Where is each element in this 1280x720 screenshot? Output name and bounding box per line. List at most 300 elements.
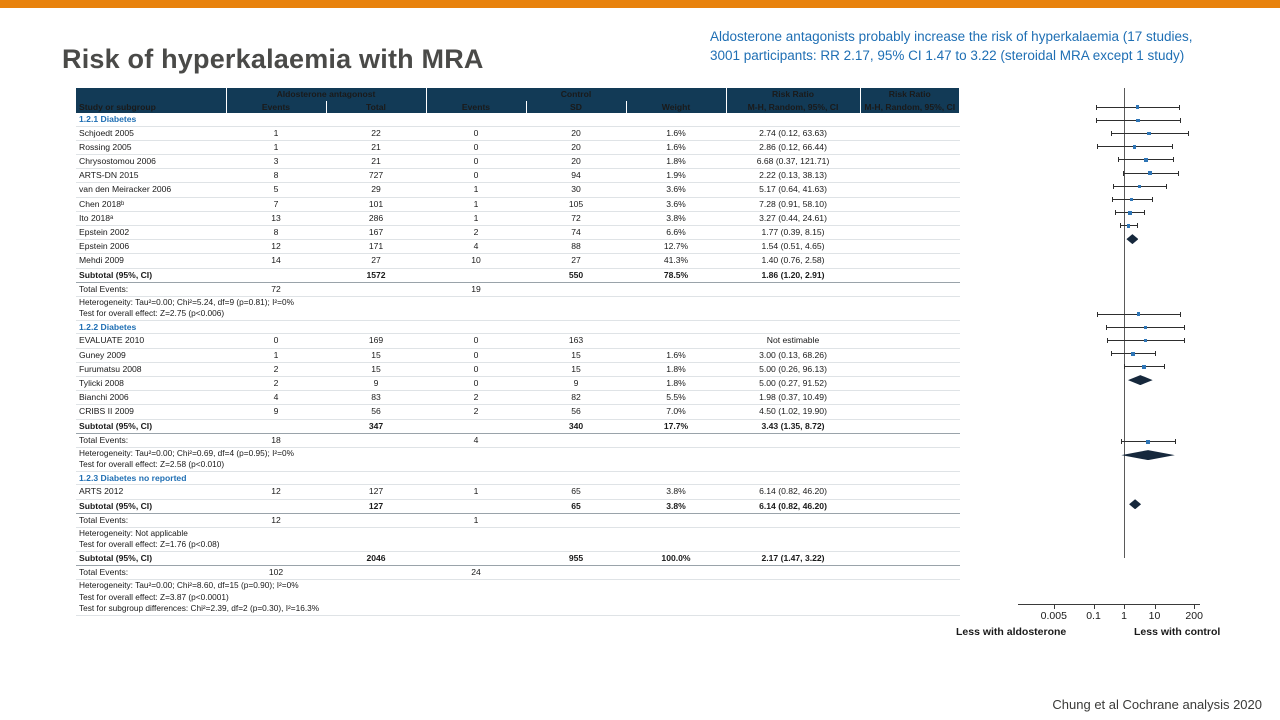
- ci-cap-upper: [1178, 171, 1179, 176]
- cell-events-control: 0: [426, 348, 526, 362]
- cell-graph-spacer: [860, 240, 959, 254]
- cell-events-treatment: 0: [226, 334, 326, 348]
- cell-events-control: [426, 268, 526, 282]
- scale-tick: [1054, 604, 1055, 609]
- graph-study-marker: [960, 153, 1210, 166]
- table-row: [76, 211, 960, 225]
- scale-tick: [1124, 604, 1125, 609]
- cell-events-treatment: 14: [226, 254, 326, 268]
- cell-study: Mehdi 2009: [76, 254, 226, 268]
- total-events-row: [76, 433, 960, 447]
- cell-risk-ratio: 2.17 (1.47, 3.22): [726, 551, 860, 565]
- statistics-row: [76, 308, 960, 320]
- graph-study-marker: [960, 193, 1210, 206]
- cell-total-treatment: 29: [326, 183, 426, 197]
- total-events-row: [76, 282, 960, 296]
- cell-study: Rossing 2005: [76, 140, 226, 154]
- statistics-text: Heterogeneity: Tau²=0.00; Chi²=0.69, df=4 (p=0.95); I²=0%: [79, 448, 295, 459]
- col-events-treatment: Events: [226, 101, 326, 113]
- cell-risk-ratio: 4.50 (1.02, 19.90): [726, 405, 860, 419]
- cell-graph-spacer: [860, 419, 959, 433]
- cell-study: Subtotal (95%, CI): [76, 551, 226, 565]
- cell-blank-4: [726, 513, 860, 527]
- table-row: [76, 362, 960, 376]
- ci-cap-upper: [1172, 144, 1173, 149]
- col-study: Study or subgroup: [76, 101, 226, 113]
- table-row: [76, 377, 960, 391]
- col-total-treatment: Total: [326, 101, 426, 113]
- forest-plot-scale: [956, 598, 1221, 648]
- cell-risk-ratio: 5.00 (0.26, 96.13): [726, 362, 860, 376]
- ci-cap-lower: [1097, 144, 1098, 149]
- cell-blank-2: [526, 566, 626, 580]
- table-group-header-row: [76, 88, 960, 101]
- cell-risk-ratio: 3.00 (0.13, 68.26): [726, 348, 860, 362]
- statistics-row: [76, 603, 960, 615]
- subtotal-row: [76, 551, 960, 565]
- col-sd-control: SD: [526, 101, 626, 113]
- cell-risk-ratio: 6.68 (0.37, 121.71): [726, 155, 860, 169]
- subgroup-heading-row: [76, 471, 960, 485]
- cell-graph-spacer: [860, 268, 959, 282]
- point-estimate-marker: [1146, 440, 1150, 444]
- cell-total-treatment: 2046: [326, 551, 426, 565]
- cell-weight: 7.0%: [626, 405, 726, 419]
- cell-risk-ratio: 6.14 (0.82, 46.20): [726, 499, 860, 513]
- graph-summary-diamond: [960, 233, 1210, 246]
- cell-study: Schjoedt 2005: [76, 126, 226, 140]
- cell-events-control: [426, 419, 526, 433]
- subgroup-heading-label: 1.2.3 Diabetes no reported: [76, 471, 960, 485]
- cell-blank-2: [526, 513, 626, 527]
- cell-sd-control: 74: [526, 226, 626, 240]
- subtotal-row: [76, 499, 960, 513]
- cell-events-control: 0: [426, 377, 526, 391]
- table-row: [76, 254, 960, 268]
- statistics-text: Test for subgroup differences: Chi²=2.39, df=2 (p=0.30), I²=16.3%: [76, 603, 960, 615]
- cell-total-treatment: 83: [326, 391, 426, 405]
- point-estimate-marker: [1133, 145, 1137, 149]
- statistics-row: [76, 580, 960, 592]
- cell-graph-spacer: [860, 169, 959, 183]
- cell-events-treatment: 12: [226, 485, 326, 499]
- ci-cap-lower: [1111, 131, 1112, 136]
- cell-risk-ratio: 1.54 (0.51, 4.65): [726, 240, 860, 254]
- cell-weight: 3.8%: [626, 485, 726, 499]
- group-header-treatment: Aldosterone antagonost: [226, 88, 426, 101]
- cell-events-treatment: 1: [226, 348, 326, 362]
- cell-events-control: 1: [426, 183, 526, 197]
- cell-total-treatment: 171: [326, 240, 426, 254]
- ci-cap-upper: [1184, 325, 1185, 330]
- point-estimate-marker: [1144, 158, 1148, 162]
- cell-events-treatment: 2: [226, 377, 326, 391]
- graph-study-marker: [960, 308, 1210, 321]
- ci-cap-upper: [1164, 364, 1165, 369]
- cell-risk-ratio: 1.98 (0.37, 10.49): [726, 391, 860, 405]
- cell-events-treatment: 12: [226, 240, 326, 254]
- cell-events-treatment: 8: [226, 226, 326, 240]
- graph-study-marker: [960, 347, 1210, 360]
- cell-sd-control: 30: [526, 183, 626, 197]
- ci-cap-upper: [1155, 351, 1156, 356]
- statistics-text: Test for overall effect: Z=2.58 (p<0.010): [76, 459, 960, 471]
- risk-ratio-label-2: Risk Ratio: [888, 89, 931, 99]
- graph-study-marker: [960, 435, 1210, 448]
- cell-risk-ratio: 3.43 (1.35, 8.72): [726, 419, 860, 433]
- cell-events-treatment: 1: [226, 126, 326, 140]
- cell-sd-control: 94: [526, 169, 626, 183]
- cell-total-treatment: 15: [326, 348, 426, 362]
- ci-cap-upper: [1180, 312, 1181, 317]
- cell-blank-3: [626, 566, 726, 580]
- cell-total-events-label: Total Events:: [76, 566, 226, 580]
- cell-study: Ito 2018ᵃ: [76, 211, 226, 225]
- cell-sd-control: 82: [526, 391, 626, 405]
- forest-plot: [76, 88, 1221, 638]
- cell-risk-ratio: 1.86 (1.20, 2.91): [726, 268, 860, 282]
- graph-study-marker: [960, 114, 1210, 127]
- group-header-control: Control: [426, 88, 726, 101]
- cell-total-events-label: Total Events:: [76, 433, 226, 447]
- ci-cap-upper: [1180, 118, 1181, 123]
- point-estimate-marker: [1144, 326, 1148, 330]
- col-model-2: M-H, Random, 95%, CI: [860, 101, 959, 113]
- cell-sd-control: 9: [526, 377, 626, 391]
- col-events-control: Events: [426, 101, 526, 113]
- scale-tick-label: 10: [1148, 610, 1161, 622]
- cell-sd-control: 56: [526, 405, 626, 419]
- ci-cap-lower: [1097, 312, 1098, 317]
- table-row: [76, 197, 960, 211]
- subgroup-heading-row: [76, 320, 960, 334]
- cell-sd-control: 65: [526, 485, 626, 499]
- cell-events-control: 0: [426, 126, 526, 140]
- point-estimate-marker: [1144, 339, 1148, 343]
- cell-study: Epstein 2006: [76, 240, 226, 254]
- cell-graph-spacer: [860, 226, 959, 240]
- cell-graph-spacer: [860, 126, 959, 140]
- cell-risk-ratio: 2.74 (0.12, 63.63): [726, 126, 860, 140]
- cell-blank-5: [860, 433, 959, 447]
- ci-cap-lower: [1096, 118, 1097, 123]
- cell-sd-control: 72: [526, 211, 626, 225]
- cell-events-treatment: 7: [226, 197, 326, 211]
- group-header-risk-ratio-text: [726, 88, 860, 101]
- cell-graph-spacer: [860, 348, 959, 362]
- cell-blank-1: [326, 433, 426, 447]
- cell-study: EVALUATE 2010: [76, 334, 226, 348]
- statistics-text: Heterogeneity: Tau²=0.00; Chi²=5.24, df=9 (p=0.81); I²=0%: [79, 297, 295, 308]
- point-estimate-marker: [1142, 365, 1146, 369]
- graph-summary-diamond: [960, 498, 1210, 511]
- cell-events-treatment: 9: [226, 405, 326, 419]
- cell-total-treatment: 169: [326, 334, 426, 348]
- cell-risk-ratio: 3.27 (0.44, 24.61): [726, 211, 860, 225]
- ci-cap-lower: [1124, 364, 1125, 369]
- cell-sd-control: 88: [526, 240, 626, 254]
- cell-weight: 12.7%: [626, 240, 726, 254]
- cell-sd-control: 163: [526, 334, 626, 348]
- total-events-row: [76, 513, 960, 527]
- statistics-row: [76, 297, 960, 309]
- cell-events-control: 0: [426, 334, 526, 348]
- cell-study: ARTS 2012: [76, 485, 226, 499]
- cell-sd-control: 20: [526, 140, 626, 154]
- cell-total-treatment: 127: [326, 499, 426, 513]
- cell-blank-5: [860, 513, 959, 527]
- cell-events-control: 2: [426, 405, 526, 419]
- cell-weight: 5.5%: [626, 391, 726, 405]
- cell-sd-control: 15: [526, 362, 626, 376]
- forest-plot-graph-area: [960, 88, 1210, 558]
- cell-study: van den Meiracker 2006: [76, 183, 226, 197]
- cell-risk-ratio: 5.17 (0.64, 41.63): [726, 183, 860, 197]
- cell-weight: 1.6%: [626, 126, 726, 140]
- cell-total-treatment: 21: [326, 155, 426, 169]
- ci-cap-upper: [1188, 131, 1189, 136]
- scale-label-left: Less with aldosterone: [956, 626, 1067, 638]
- group-header-blank: [76, 88, 226, 101]
- cell-study: Tylicki 2008: [76, 377, 226, 391]
- cell-total-treatment: 1572: [326, 268, 426, 282]
- cell-weight: 3.8%: [626, 211, 726, 225]
- page-title: Risk of hyperkalaemia with MRA: [62, 44, 484, 74]
- cell-graph-spacer: [860, 499, 959, 513]
- cell-events-control: 1: [426, 485, 526, 499]
- cell-events-treatment: [226, 499, 326, 513]
- group-header-risk-ratio-graph: [860, 88, 959, 101]
- cell-weight: 3.6%: [626, 183, 726, 197]
- cell-risk-ratio: 2.86 (0.12, 66.44): [726, 140, 860, 154]
- table-row: [76, 169, 960, 183]
- scale-baseline: [1018, 604, 1200, 605]
- cell-blank-3: [626, 513, 726, 527]
- statistics-row: [76, 448, 960, 460]
- key-finding-callout: Aldosterone antagonists probably increase the risk of hyperkalaemia (17 studies, 3001 participants: RR 2.17, 95% CI 1.47 to 3.22 (steroidal MRA except 1 study): [710, 29, 1193, 63]
- cell-weight: 1.9%: [626, 169, 726, 183]
- cell-blank-4: [726, 282, 860, 296]
- cell-events-treatment: [226, 419, 326, 433]
- cell-total-treatment: 9: [326, 377, 426, 391]
- table-row: [76, 155, 960, 169]
- point-estimate-marker: [1147, 132, 1151, 136]
- subtotal-row: [76, 268, 960, 282]
- ci-cap-upper: [1179, 105, 1180, 110]
- cell-total-events-treatment: 102: [226, 566, 326, 580]
- cell-study: Subtotal (95%, CI): [76, 499, 226, 513]
- cell-events-control: 1: [426, 197, 526, 211]
- cell-risk-ratio: 2.22 (0.13, 38.13): [726, 169, 860, 183]
- graph-study-marker: [960, 294, 1210, 307]
- cell-graph-spacer: [860, 551, 959, 565]
- cell-risk-ratio: 5.00 (0.27, 91.52): [726, 377, 860, 391]
- cell-events-control: [426, 499, 526, 513]
- cell-events-treatment: [226, 551, 326, 565]
- statistics-text: Test for overall effect: Z=2.75 (p<0.006): [76, 308, 960, 320]
- cell-risk-ratio: 7.28 (0.91, 58.10): [726, 197, 860, 211]
- cell-blank-5: [860, 566, 959, 580]
- cell-sd-control: 15: [526, 348, 626, 362]
- cell-events-treatment: 4: [226, 391, 326, 405]
- cell-sd-control: 27: [526, 254, 626, 268]
- cell-total-events-label: Total Events:: [76, 282, 226, 296]
- cell-graph-spacer: [860, 254, 959, 268]
- cell-total-events-control: 1: [426, 513, 526, 527]
- cell-graph-spacer: [860, 334, 959, 348]
- cell-study: Bianchi 2006: [76, 391, 226, 405]
- cell-blank-3: [626, 433, 726, 447]
- cell-weight: 100.0%: [626, 551, 726, 565]
- cell-sd-control: 20: [526, 126, 626, 140]
- table-column-header-row: [76, 101, 960, 113]
- table-row: [76, 405, 960, 419]
- cell-total-treatment: 101: [326, 197, 426, 211]
- risk-ratio-label-1: Risk Ratio: [772, 89, 815, 99]
- cell-events-control: 2: [426, 391, 526, 405]
- scale-tick-label: 1: [1121, 610, 1127, 622]
- cell-total-events-control: 24: [426, 566, 526, 580]
- cell-events-treatment: 13: [226, 211, 326, 225]
- cell-events-control: [426, 551, 526, 565]
- cell-graph-spacer: [860, 140, 959, 154]
- cell-blank-4: [726, 566, 860, 580]
- cell-blank-1: [326, 513, 426, 527]
- subtotal-row: [76, 419, 960, 433]
- cell-risk-ratio: 1.40 (0.76, 2.58): [726, 254, 860, 268]
- ci-cap-lower: [1123, 171, 1124, 176]
- graph-study-marker: [960, 180, 1210, 193]
- ci-cap-lower: [1115, 210, 1116, 215]
- cell-events-control: 0: [426, 362, 526, 376]
- diamond-icon: [1128, 375, 1153, 385]
- cell-weight: 1.8%: [626, 377, 726, 391]
- table-row: [76, 126, 960, 140]
- graph-summary-diamond: [960, 449, 1210, 462]
- cell-total-treatment: 167: [326, 226, 426, 240]
- cell-total-treatment: 56: [326, 405, 426, 419]
- cell-study: Chen 2018ᵇ: [76, 197, 226, 211]
- cell-study: Subtotal (95%, CI): [76, 268, 226, 282]
- table-row: [76, 348, 960, 362]
- cell-study: Furumatsu 2008: [76, 362, 226, 376]
- scale-tick-label: 0.005: [1040, 610, 1067, 622]
- cell-sd-control: 550: [526, 268, 626, 282]
- graph-summary-diamond: [960, 374, 1210, 387]
- cell-sd-control: 955: [526, 551, 626, 565]
- statistics-text: Heterogeneity: Tau²=0.00; Chi²=8.60, df=15 (p=0.90); I²=0%: [79, 580, 299, 591]
- table-row: [76, 485, 960, 499]
- scale-tick-label: 200: [1185, 610, 1203, 622]
- ci-cap-lower: [1121, 439, 1122, 444]
- cell-events-treatment: 5: [226, 183, 326, 197]
- scale-tick-label: 0.1: [1086, 610, 1101, 622]
- cell-graph-spacer: [860, 211, 959, 225]
- ci-cap-lower: [1112, 197, 1113, 202]
- ci-cap-upper: [1173, 157, 1174, 162]
- graph-study-marker: [960, 360, 1210, 373]
- ci-cap-upper: [1166, 184, 1167, 189]
- cell-study: ARTS-DN 2015: [76, 169, 226, 183]
- cell-events-control: 4: [426, 240, 526, 254]
- cell-weight: 6.6%: [626, 226, 726, 240]
- cell-events-control: 2: [426, 226, 526, 240]
- source-credit: Chung et al Cochrane analysis 2020: [1052, 697, 1262, 712]
- ci-cap-lower: [1106, 325, 1107, 330]
- scale-tick: [1094, 604, 1095, 609]
- cell-events-control: 10: [426, 254, 526, 268]
- cell-total-treatment: 347: [326, 419, 426, 433]
- table-row: [76, 226, 960, 240]
- point-estimate-marker: [1127, 224, 1131, 228]
- cell-weight: [626, 334, 726, 348]
- graph-study-marker: [960, 219, 1210, 232]
- graph-study-marker: [960, 334, 1210, 347]
- cell-total-treatment: 15: [326, 362, 426, 376]
- cell-weight: 1.8%: [626, 362, 726, 376]
- cell-weight: 3.8%: [626, 499, 726, 513]
- cell-graph-spacer: [860, 391, 959, 405]
- graph-study-marker: [960, 321, 1210, 334]
- ci-cap-upper: [1137, 223, 1138, 228]
- cell-events-treatment: 8: [226, 169, 326, 183]
- table-row: [76, 240, 960, 254]
- graph-study-marker: [960, 127, 1210, 140]
- statistics-row: [76, 459, 960, 471]
- statistics-row: [76, 528, 960, 540]
- cell-weight: 17.7%: [626, 419, 726, 433]
- subgroup-heading-label: 1.2.1 Diabetes: [76, 113, 960, 126]
- scale-label-right: Less with control: [1134, 626, 1221, 638]
- diamond-icon: [1126, 234, 1138, 244]
- ci-cap-upper: [1184, 338, 1185, 343]
- col-weight: Weight: [626, 101, 726, 113]
- cell-blank-1: [326, 566, 426, 580]
- table-row: [76, 334, 960, 348]
- cell-blank-5: [860, 282, 959, 296]
- cell-graph-spacer: [860, 485, 959, 499]
- cell-events-control: 0: [426, 169, 526, 183]
- cell-total-treatment: 127: [326, 485, 426, 499]
- point-estimate-marker: [1136, 119, 1140, 123]
- ci-cap-lower: [1107, 338, 1108, 343]
- cell-total-treatment: 21: [326, 140, 426, 154]
- cell-events-treatment: 3: [226, 155, 326, 169]
- cell-study: CRIBS II 2009: [76, 405, 226, 419]
- cell-total-treatment: 27: [326, 254, 426, 268]
- cell-sd-control: 105: [526, 197, 626, 211]
- cell-total-events-treatment: 18: [226, 433, 326, 447]
- cell-weight: 41.3%: [626, 254, 726, 268]
- cell-total-events-control: 4: [426, 433, 526, 447]
- cell-blank-4: [726, 433, 860, 447]
- point-estimate-marker: [1137, 312, 1141, 316]
- cell-study: Subtotal (95%, CI): [76, 419, 226, 433]
- graph-study-marker: [960, 140, 1210, 153]
- cell-events-control: 1: [426, 211, 526, 225]
- col-model-1: M-H, Random, 95%, CI: [726, 101, 860, 113]
- ci-cap-upper: [1175, 439, 1176, 444]
- statistics-text: Test for overall effect: Z=1.76 (p<0.08): [76, 539, 960, 551]
- cell-events-treatment: 1: [226, 140, 326, 154]
- cell-graph-spacer: [860, 362, 959, 376]
- statistics-text: Test for overall effect: Z=3.87 (p<0.0001): [79, 591, 229, 602]
- ci-cap-lower: [1096, 105, 1097, 110]
- diamond-icon: [1129, 499, 1141, 509]
- cell-blank-2: [526, 433, 626, 447]
- cell-blank-3: [626, 282, 726, 296]
- table-row: [76, 140, 960, 154]
